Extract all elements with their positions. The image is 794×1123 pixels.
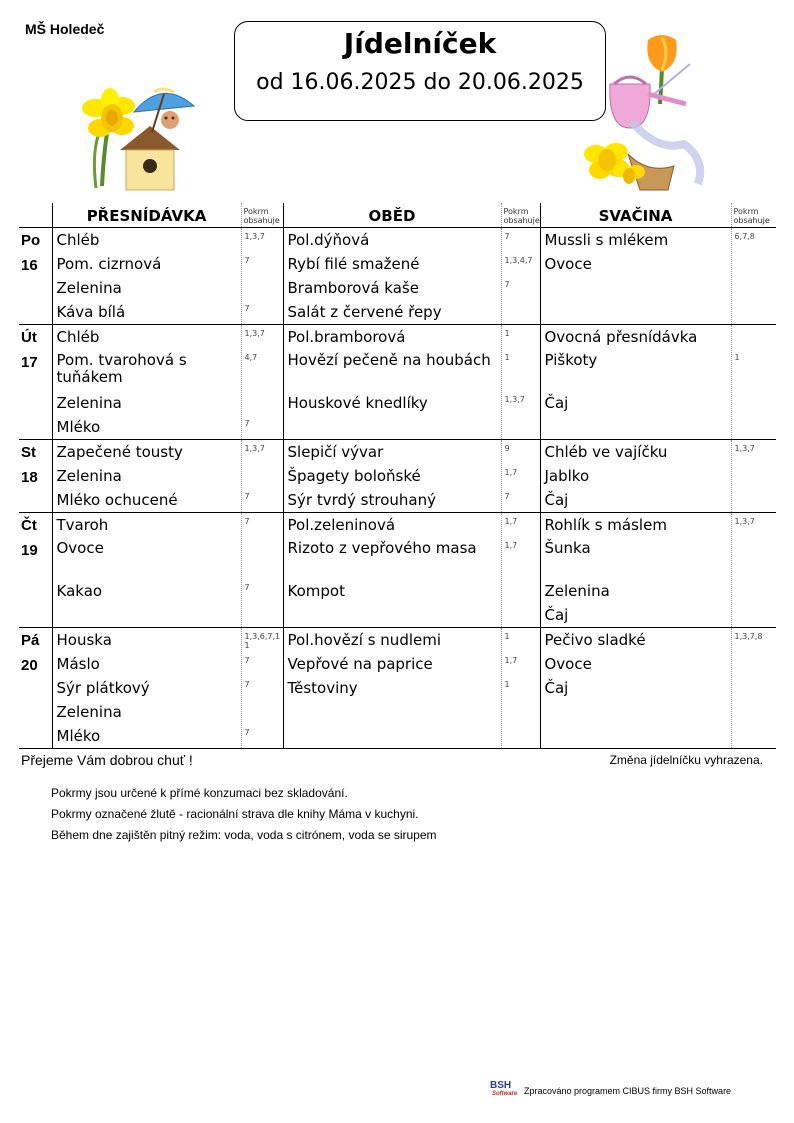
allergen-codes: 1 — [504, 353, 510, 362]
menu-item: Jablko — [544, 467, 590, 485]
menu-item — [541, 300, 731, 324]
greeting: Přejeme Vám dobrou chuť ! — [21, 752, 193, 768]
page-title: Jídelníček — [343, 27, 497, 60]
menu-item: Rohlík s máslem — [544, 516, 667, 534]
menu-item: Rizoto z vepřového masa — [287, 539, 477, 557]
allergen-codes: 1,3,7 — [244, 232, 265, 241]
snack-cell — [540, 325, 731, 440]
allergen-codes — [732, 415, 777, 439]
menu-item: Slepičí vývar — [287, 443, 384, 461]
menu-item: Piškoty — [544, 351, 598, 369]
daffodil-birdhouse-illustration — [74, 76, 204, 194]
breakfast-cell — [52, 513, 241, 628]
allergen-codes — [502, 300, 540, 324]
menu-item: Pol.hovězí s nudlemi — [287, 631, 442, 649]
menu-item: Mléko — [56, 418, 101, 436]
menu-item: Káva bílá — [56, 303, 126, 321]
table-header-row — [19, 203, 776, 228]
menu-item: Tvaroh — [56, 516, 109, 534]
allergen-codes: 7 — [244, 680, 250, 689]
menu-item: Zelenina — [56, 467, 122, 485]
lunch-allergens-cell — [501, 628, 540, 749]
lunch-column-header: OBĚD — [283, 203, 501, 228]
allergen-codes: 1,3,4,7 — [504, 256, 533, 265]
allergen-codes: 1,3,7 — [504, 395, 525, 404]
day-row — [19, 228, 776, 325]
menu-item — [541, 724, 731, 748]
menu-item: Kompot — [287, 582, 345, 600]
reserved-note: Změna jídelníčku vyhrazena. — [609, 753, 763, 767]
day-date: 19 — [21, 542, 38, 559]
snack-allergens-cell — [731, 440, 776, 513]
menu-item: Zelenina — [56, 279, 122, 297]
allergen-codes — [242, 276, 283, 300]
allergen-codes: 1,3,6,7,11 — [244, 632, 281, 650]
menu-item: Čaj — [544, 679, 569, 697]
day-column-header — [19, 203, 52, 228]
allergen-codes — [732, 300, 777, 324]
footer-text: Zpracováno programem CIBUS firmy BSH Software — [524, 1086, 732, 1096]
day-cell — [19, 440, 52, 513]
allergen-codes: 1 — [504, 632, 510, 641]
allergen-codes: 1,3,7 — [244, 444, 265, 453]
menu-item — [284, 415, 501, 439]
menu-item: Pom. tvarohová s tuňákem — [56, 351, 187, 386]
breakfast-allergens-cell — [241, 228, 283, 325]
day-cell — [19, 228, 52, 325]
day-name: Pá — [21, 632, 40, 649]
allergen-codes: 7 — [504, 232, 510, 241]
snack-cell — [540, 513, 731, 628]
allergens-column-header: Pokrm obsahuje — [731, 203, 776, 228]
day-date: 20 — [21, 657, 38, 674]
snack-allergens-cell — [731, 325, 776, 440]
breakfast-cell — [52, 325, 241, 440]
menu-item: Chléb — [56, 231, 100, 249]
breakfast-cell — [52, 628, 241, 749]
menu-item: Sýr plátkový — [56, 679, 150, 697]
allergen-codes — [502, 579, 540, 603]
snack-allergens-cell — [731, 628, 776, 749]
allergen-codes: 1,7 — [504, 656, 518, 665]
menu-item: Kakao — [56, 582, 103, 600]
lunch-cell — [283, 325, 501, 440]
allergen-codes — [242, 603, 283, 627]
allergen-codes: 1,3,7 — [734, 517, 755, 526]
lunch-allergens-cell — [501, 513, 540, 628]
date-range: od 16.06.2025 do 20.06.2025 — [256, 70, 584, 95]
allergen-codes: 1,7 — [504, 468, 518, 477]
allergen-codes — [732, 676, 777, 700]
allergen-codes — [732, 391, 777, 415]
menu-item: Hovězí pečeně na houbách — [287, 351, 491, 369]
allergen-codes: 7 — [244, 256, 250, 265]
menu-item: Mussli s mlékem — [544, 231, 669, 249]
day-date: 17 — [21, 354, 38, 371]
menu-item: Zelenina — [56, 394, 122, 412]
menu-item: Ovocná přesnídávka — [544, 328, 698, 346]
allergen-codes — [502, 724, 540, 748]
allergen-codes: 1 — [504, 680, 510, 689]
allergen-codes: 9 — [504, 444, 510, 453]
allergen-codes — [242, 700, 283, 724]
lunch-allergens-cell — [501, 325, 540, 440]
title-box — [234, 21, 606, 121]
allergen-codes: 1,7 — [504, 517, 518, 526]
allergen-codes: 1,3,7 — [734, 444, 755, 453]
day-name: Čt — [21, 517, 37, 534]
snack-cell — [540, 628, 731, 749]
menu-item: Zapečené tousty — [56, 443, 183, 461]
footer — [490, 1080, 731, 1102]
day-row — [19, 628, 776, 749]
allergen-codes: 7 — [244, 492, 250, 501]
allergen-codes: 7 — [244, 583, 250, 592]
breakfast-cell — [52, 228, 241, 325]
day-date: 18 — [21, 469, 38, 486]
day-date: 16 — [21, 257, 38, 274]
allergen-codes — [242, 464, 283, 488]
breakfast-allergens-cell — [241, 513, 283, 628]
allergen-codes: 7 — [244, 656, 250, 665]
menu-item: Zelenina — [56, 703, 122, 721]
day-name: St — [21, 444, 36, 461]
allergen-codes — [732, 724, 777, 748]
snack-cell — [540, 440, 731, 513]
allergen-codes: 7 — [244, 419, 250, 428]
menu-item: Mléko ochucené — [56, 491, 178, 509]
allergen-codes — [732, 488, 777, 512]
menu-item: Vepřové na paprice — [287, 655, 433, 673]
menu-item: Šunka — [544, 539, 591, 557]
school-name: MŠ Holedeč — [25, 21, 105, 37]
tulip-watering-can-illustration — [578, 34, 718, 196]
allergen-codes — [732, 276, 777, 300]
menu-item — [541, 276, 731, 300]
breakfast-cell — [52, 440, 241, 513]
notes — [51, 783, 437, 846]
menu-item: Pol.dýňová — [287, 231, 370, 249]
breakfast-allergens-cell — [241, 628, 283, 749]
menu-item: Zelenina — [544, 582, 610, 600]
lunch-cell — [283, 628, 501, 749]
day-cell — [19, 628, 52, 749]
menu-item: Čaj — [544, 606, 569, 624]
bsh-logo-sub: Software — [492, 1091, 518, 1097]
menu-item — [541, 415, 731, 439]
allergen-codes — [732, 537, 777, 579]
menu-item: Salát z červené řepy — [287, 303, 442, 321]
menu-item: Těstoviny — [287, 679, 358, 697]
note-line: Během dne zajištěn pitný režim: voda, voda s citrónem, voda se sirupem — [51, 828, 437, 842]
allergen-codes: 7 — [504, 492, 510, 501]
breakfast-allergens-cell — [241, 440, 283, 513]
menu-item: Pečivo sladké — [544, 631, 646, 649]
allergen-codes — [242, 391, 283, 415]
menu-table — [19, 203, 776, 749]
menu-item: Čaj — [544, 394, 569, 412]
allergen-codes — [502, 603, 540, 627]
allergen-codes — [242, 537, 283, 579]
menu-item: Houska — [56, 631, 112, 649]
menu-item: Ovoce — [56, 539, 104, 557]
bsh-logo — [490, 1080, 516, 1102]
allergen-codes: 7 — [244, 728, 250, 737]
menu-item — [284, 603, 501, 627]
snack-column-header: SVAČINA — [540, 203, 731, 228]
allergen-codes: 7 — [504, 280, 510, 289]
day-cell — [19, 325, 52, 440]
lunch-allergens-cell — [501, 440, 540, 513]
day-name: Po — [21, 232, 41, 249]
menu-item: Ovoce — [544, 255, 592, 273]
allergen-codes — [732, 464, 777, 488]
snack-cell — [540, 228, 731, 325]
allergen-codes — [732, 652, 777, 676]
allergen-codes: 6,7,8 — [734, 232, 755, 241]
menu-item: Chléb — [56, 328, 100, 346]
menu-item: Houskové knedlíky — [287, 394, 428, 412]
menu-item — [284, 700, 501, 724]
allergen-codes — [732, 700, 777, 724]
lunch-cell — [283, 513, 501, 628]
menu-item: Čaj — [544, 491, 569, 509]
allergen-codes: 1,3,7 — [244, 329, 265, 338]
day-row — [19, 440, 776, 513]
day-row — [19, 513, 776, 628]
note-line: Pokrmy jsou určené k přímé konzumaci bez skladování. — [51, 786, 348, 800]
bsh-logo-text: BSH — [490, 1080, 512, 1091]
allergens-column-header: Pokrm obsahuje — [501, 203, 540, 228]
allergen-codes: 7 — [244, 517, 250, 526]
allergen-codes: 1 — [734, 353, 740, 362]
lunch-allergens-cell — [501, 228, 540, 325]
snack-allergens-cell — [731, 513, 776, 628]
breakfast-allergens-cell — [241, 325, 283, 440]
menu-item: Chléb ve vajíčku — [544, 443, 668, 461]
allergen-codes — [732, 325, 777, 349]
menu-item: Bramborová kaše — [287, 279, 419, 297]
menu-item: Špagety boloňské — [287, 467, 421, 485]
menu-item — [541, 700, 731, 724]
breakfast-column-header: PŘESNÍDÁVKA — [52, 203, 241, 228]
allergen-codes: 4,7 — [244, 353, 258, 362]
note-line: Pokrmy označené žlutě - racionální strava dle knihy Máma v kuchyni. — [51, 807, 419, 821]
day-cell — [19, 513, 52, 628]
day-name: Út — [21, 329, 37, 346]
menu-item: Mléko — [56, 727, 101, 745]
allergen-codes — [732, 603, 777, 627]
allergen-codes — [502, 415, 540, 439]
allergen-codes: 1,3,7,8 — [734, 632, 763, 641]
allergens-column-header: Pokrm obsahuje — [241, 203, 283, 228]
allergen-codes: 1,7 — [504, 541, 518, 550]
menu-body — [19, 228, 776, 749]
menu-item — [284, 724, 501, 748]
menu-item: Pom. cizrnová — [56, 255, 162, 273]
menu-item: Sýr tvrdý strouhaný — [287, 491, 436, 509]
menu-item: Pol.zeleninová — [287, 516, 396, 534]
menu-item: Ovoce — [544, 655, 592, 673]
menu-item: Rybí filé smažené — [287, 255, 420, 273]
day-row — [19, 325, 776, 440]
allergen-codes — [732, 579, 777, 603]
menu-item: Pol.bramborová — [287, 328, 406, 346]
allergen-codes: 1 — [504, 329, 510, 338]
menu-item: Máslo — [56, 655, 100, 673]
allergen-codes — [502, 700, 540, 724]
menu-item — [53, 603, 241, 627]
allergen-codes — [732, 252, 777, 276]
lunch-cell — [283, 228, 501, 325]
snack-allergens-cell — [731, 228, 776, 325]
lunch-cell — [283, 440, 501, 513]
allergen-codes: 7 — [244, 304, 250, 313]
